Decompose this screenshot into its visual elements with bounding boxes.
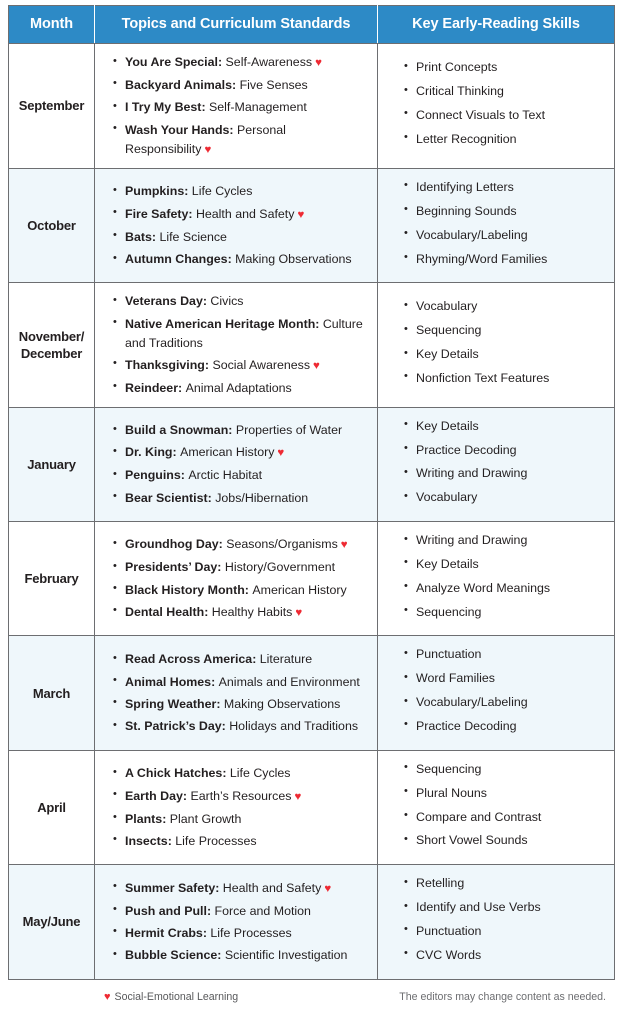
column-header-topics: Topics and Curriculum Standards <box>95 6 378 44</box>
skills-cell <box>378 522 615 636</box>
topic-standard: Making Observations <box>235 252 352 267</box>
topic-separator: : <box>222 766 230 781</box>
topic-separator: : <box>229 122 237 137</box>
topics-cell <box>95 636 378 750</box>
heart-icon: ♥ <box>277 447 285 460</box>
skill-item: • Vocabulary <box>404 488 608 507</box>
topic-standard: Holidays and Traditions <box>229 719 359 734</box>
topic-title: Hermit Crabs <box>125 925 203 940</box>
topic-standard: American History <box>180 445 275 460</box>
skills-cell <box>378 168 615 282</box>
topic-standard: Personal Responsibility <box>125 122 286 156</box>
topic-separator: : <box>227 252 236 267</box>
topic-standard: Animal Adaptations <box>185 380 292 395</box>
month-cell: May/June <box>9 865 95 979</box>
skill-item: • Letter Recognition <box>404 130 608 149</box>
topic-standard: Force and Motion <box>214 903 311 918</box>
skill-item: • Plural Nouns <box>404 784 608 803</box>
topic-title: Push and Pull <box>125 903 207 918</box>
topic-standard: History/Government <box>224 560 336 575</box>
topic-standard: Scientific Investigation <box>224 948 348 963</box>
topic-separator: : <box>151 229 160 244</box>
skill-item: • Writing and Drawing <box>404 464 608 483</box>
topic-title: Animal Homes <box>125 674 212 689</box>
table-row <box>9 44 615 169</box>
topic-separator: : <box>252 652 260 667</box>
table-body <box>9 44 615 980</box>
topic-item <box>113 717 369 736</box>
topic-item <box>113 182 369 201</box>
skill-item: • Critical Thinking <box>404 82 608 101</box>
curriculum-table <box>8 5 615 980</box>
month-cell: February <box>9 522 95 636</box>
topics-list <box>113 764 369 851</box>
heart-icon: ♥ <box>295 606 303 619</box>
topic-title: Read Across America <box>125 652 253 667</box>
topic-separator: : <box>188 206 196 221</box>
topics-list <box>113 650 369 736</box>
skill-item: • Beginning Sounds <box>404 202 608 221</box>
topic-separator: : <box>204 604 212 619</box>
topics-list <box>113 292 369 397</box>
topic-title: Autumn Changes <box>125 252 228 267</box>
topics-cell <box>95 750 378 864</box>
topic-separator: : <box>231 77 240 92</box>
topic-standard: Self-Awareness <box>225 55 313 69</box>
topic-item <box>113 466 369 485</box>
topics-cell <box>95 522 378 636</box>
topic-separator: : <box>244 582 253 597</box>
month-cell: October <box>9 168 95 282</box>
topic-title: Bats <box>125 229 152 244</box>
heart-icon: ♥ <box>324 882 332 895</box>
month-cell: April <box>9 750 95 864</box>
topic-item <box>113 581 369 600</box>
topics-list <box>113 535 369 622</box>
skills-list <box>404 178 608 268</box>
table-row <box>9 522 615 636</box>
topic-title: Insects <box>125 833 168 848</box>
topic-separator: : <box>184 184 192 199</box>
table-row <box>9 407 615 521</box>
topic-title: Presidents’ Day <box>125 560 218 575</box>
topics-cell <box>95 865 378 979</box>
heart-icon: ♥ <box>340 539 348 552</box>
editors-note: The editors may change content as needed. <box>399 990 606 1003</box>
topic-item <box>113 650 369 669</box>
skills-cell <box>378 407 615 521</box>
skill-item: • Vocabulary/Labeling <box>404 693 608 712</box>
topic-standard: American History <box>252 582 347 597</box>
topics-list <box>113 421 369 508</box>
topic-item <box>113 535 369 554</box>
month-cell: March <box>9 636 95 750</box>
skills-cell <box>378 283 615 407</box>
topic-separator: : <box>218 537 227 552</box>
skills-cell <box>378 636 615 750</box>
topic-separator: : <box>207 490 216 505</box>
topic-separator: : <box>315 316 323 331</box>
header-row <box>9 6 615 44</box>
topic-title: Reindeer <box>125 380 179 395</box>
topic-item <box>113 356 369 375</box>
topic-item <box>113 489 369 508</box>
topic-separator: : <box>228 423 236 438</box>
topic-item <box>113 558 369 577</box>
column-header-skills: Key Early-Reading Skills <box>378 6 615 44</box>
topic-standard: Culture and Traditions <box>125 316 363 350</box>
topic-title: Plants <box>125 811 163 826</box>
table-row <box>9 636 615 750</box>
table-row <box>9 865 615 979</box>
topic-title: Groundhog Day <box>125 537 219 552</box>
skills-list <box>404 760 608 850</box>
topic-title: Bubble Science <box>125 948 218 963</box>
topic-item <box>113 250 369 269</box>
legend-social-emotional-learning <box>104 991 238 1003</box>
topic-item <box>113 379 369 398</box>
topics-cell <box>95 168 378 282</box>
topics-cell <box>95 44 378 169</box>
topic-item <box>113 924 369 943</box>
month-cell: November/ December <box>9 283 95 407</box>
skill-item: • Key Details <box>404 417 608 436</box>
topic-title: St. Patrick’s Day <box>125 719 222 734</box>
topic-item <box>113 443 369 462</box>
skill-item: • Punctuation <box>404 922 608 941</box>
topic-standard: Seasons/Organisms <box>226 537 338 552</box>
topic-standard: Civics <box>210 294 244 309</box>
skill-item: • Key Details <box>404 345 608 364</box>
topic-item <box>113 946 369 965</box>
topics-cell <box>95 407 378 521</box>
topic-separator: : <box>167 833 176 848</box>
topic-separator: : <box>211 674 219 689</box>
topic-title: Dental Health <box>125 604 205 619</box>
topic-standard: Five Senses <box>239 77 308 92</box>
topic-item <box>113 810 369 829</box>
month-cell: September <box>9 44 95 169</box>
skill-item: • Connect Visuals to Text <box>404 106 608 125</box>
topic-title: Summer Safety <box>125 880 216 895</box>
heart-icon: ♥ <box>104 990 111 1003</box>
topic-title: Backyard Animals <box>125 77 232 92</box>
skills-list <box>404 417 608 507</box>
topic-separator: : <box>202 294 211 309</box>
heart-icon: ♥ <box>204 143 212 156</box>
table-row <box>9 283 615 407</box>
topic-title: Black History Month <box>125 582 245 597</box>
topic-standard: Life Processes <box>210 925 292 940</box>
heart-icon: ♥ <box>294 790 302 803</box>
topics-list <box>113 182 369 269</box>
topic-item <box>113 902 369 921</box>
topic-title: Veterans Day <box>125 294 203 309</box>
skill-item: • Compare and Contrast <box>404 808 608 827</box>
skills-cell <box>378 44 615 169</box>
skill-item: • Practice Decoding <box>404 441 608 460</box>
topic-standard: Literature <box>259 652 313 667</box>
month-cell: January <box>9 407 95 521</box>
topic-separator: : <box>217 948 225 963</box>
skills-list <box>404 874 608 964</box>
topic-item <box>113 315 369 353</box>
heart-icon: ♥ <box>297 208 305 221</box>
skills-list <box>404 297 608 387</box>
topic-title: I Try My Best <box>125 100 202 115</box>
skill-item: • Identifying Letters <box>404 178 608 197</box>
legend-label: Social-Emotional Learning <box>114 990 239 1003</box>
skill-item: • Sequencing <box>404 321 608 340</box>
skill-item: • Nonfiction Text Features <box>404 369 608 388</box>
topics-list <box>113 53 369 159</box>
heart-icon: ♥ <box>315 57 322 69</box>
topic-separator: : <box>216 696 224 711</box>
topic-item <box>113 603 369 622</box>
topic-item <box>113 76 369 95</box>
topic-separator: : <box>162 811 170 826</box>
topic-item <box>113 53 369 72</box>
topic-separator: : <box>217 55 226 69</box>
topic-title: Bear Scientist <box>125 490 208 505</box>
skill-item: • Analyze Word Meanings <box>404 579 608 598</box>
topic-standard: Jobs/Hibernation <box>215 490 309 505</box>
topic-separator: : <box>215 880 223 895</box>
topic-title: Build a Snowman <box>125 423 229 438</box>
skill-item: • Key Details <box>404 555 608 574</box>
topic-item <box>113 121 369 159</box>
topic-item <box>113 421 369 440</box>
table-row <box>9 168 615 282</box>
topic-item <box>113 98 369 117</box>
topic-standard: Plant Growth <box>169 811 242 826</box>
topic-item <box>113 292 369 311</box>
topic-separator: : <box>182 788 191 803</box>
topic-separator: : <box>180 468 189 483</box>
topic-separator: : <box>221 719 230 734</box>
topic-item <box>113 673 369 692</box>
skill-item: • Punctuation <box>404 645 608 664</box>
skills-cell <box>378 865 615 979</box>
topic-item <box>113 205 369 224</box>
topic-standard: Healthy Habits <box>211 604 293 619</box>
topic-title: You Are Special <box>125 55 218 69</box>
topic-item <box>113 764 369 783</box>
topics-list <box>113 879 369 966</box>
topic-separator: : <box>201 100 210 115</box>
topic-standard: Life Cycles <box>191 184 253 199</box>
topic-title: Thanksgiving <box>125 357 205 372</box>
skills-list <box>404 58 608 148</box>
topic-standard: Self-Management <box>209 100 307 115</box>
topic-title: Wash Your Hands <box>125 122 230 137</box>
topic-title: Earth Day <box>125 788 183 803</box>
topic-separator: : <box>217 560 225 575</box>
topic-title: Dr. King <box>125 445 173 460</box>
topic-standard: Making Observations <box>223 696 341 711</box>
topic-title: Penguins <box>125 468 181 483</box>
topic-separator: : <box>172 445 181 460</box>
skill-item: • Sequencing <box>404 603 608 622</box>
topic-standard: Health and Safety <box>222 880 322 895</box>
topic-standard: Arctic Habitat <box>188 468 263 483</box>
topic-separator: : <box>206 903 215 918</box>
skills-cell <box>378 750 615 864</box>
topic-standard: Life Processes <box>175 833 257 848</box>
topic-title: Pumpkins <box>125 184 185 199</box>
topic-item <box>113 879 369 898</box>
skills-list <box>404 645 608 735</box>
skills-list <box>404 531 608 621</box>
skill-item: • Writing and Drawing <box>404 531 608 550</box>
skill-item: • Vocabulary <box>404 297 608 316</box>
skill-item: • Rhyming/Word Families <box>404 250 608 269</box>
topic-standard: Animals and Environment <box>218 674 360 689</box>
heart-icon: ♥ <box>313 359 320 372</box>
topic-separator: : <box>202 925 211 940</box>
skill-item: • Identify and Use Verbs <box>404 898 608 917</box>
skill-item: • Practice Decoding <box>404 717 608 736</box>
topic-title: Native American Heritage Month <box>125 316 316 331</box>
skill-item: • Retelling <box>404 874 608 893</box>
skill-item: • Vocabulary/Labeling <box>404 226 608 245</box>
topic-title: Fire Safety <box>125 206 189 221</box>
topic-separator: : <box>178 380 186 395</box>
skill-item: • CVC Words <box>404 946 608 965</box>
topic-item <box>113 832 369 851</box>
skill-item: • Short Vowel Sounds <box>404 831 608 850</box>
skill-item: • Word Families <box>404 669 608 688</box>
topics-cell <box>95 283 378 407</box>
topic-standard: Earth’s Resources <box>190 788 292 803</box>
topic-standard: Properties of Water <box>235 423 343 438</box>
topic-standard: Health and Safety <box>195 206 295 221</box>
topic-title: A Chick Hatches <box>125 766 223 781</box>
table-header <box>9 6 615 44</box>
topic-title: Spring Weather <box>125 696 217 711</box>
topic-item <box>113 228 369 247</box>
topic-separator: : <box>204 357 213 372</box>
topic-item <box>113 695 369 714</box>
topic-standard: Life Science <box>159 229 227 244</box>
topic-item <box>113 787 369 806</box>
skill-item: • Sequencing <box>404 760 608 779</box>
column-header-month: Month <box>9 6 95 44</box>
topic-standard: Social Awareness <box>212 357 311 372</box>
footer <box>8 991 614 1011</box>
skill-item: • Print Concepts <box>404 58 608 77</box>
topic-standard: Life Cycles <box>229 766 291 781</box>
table-row <box>9 750 615 864</box>
